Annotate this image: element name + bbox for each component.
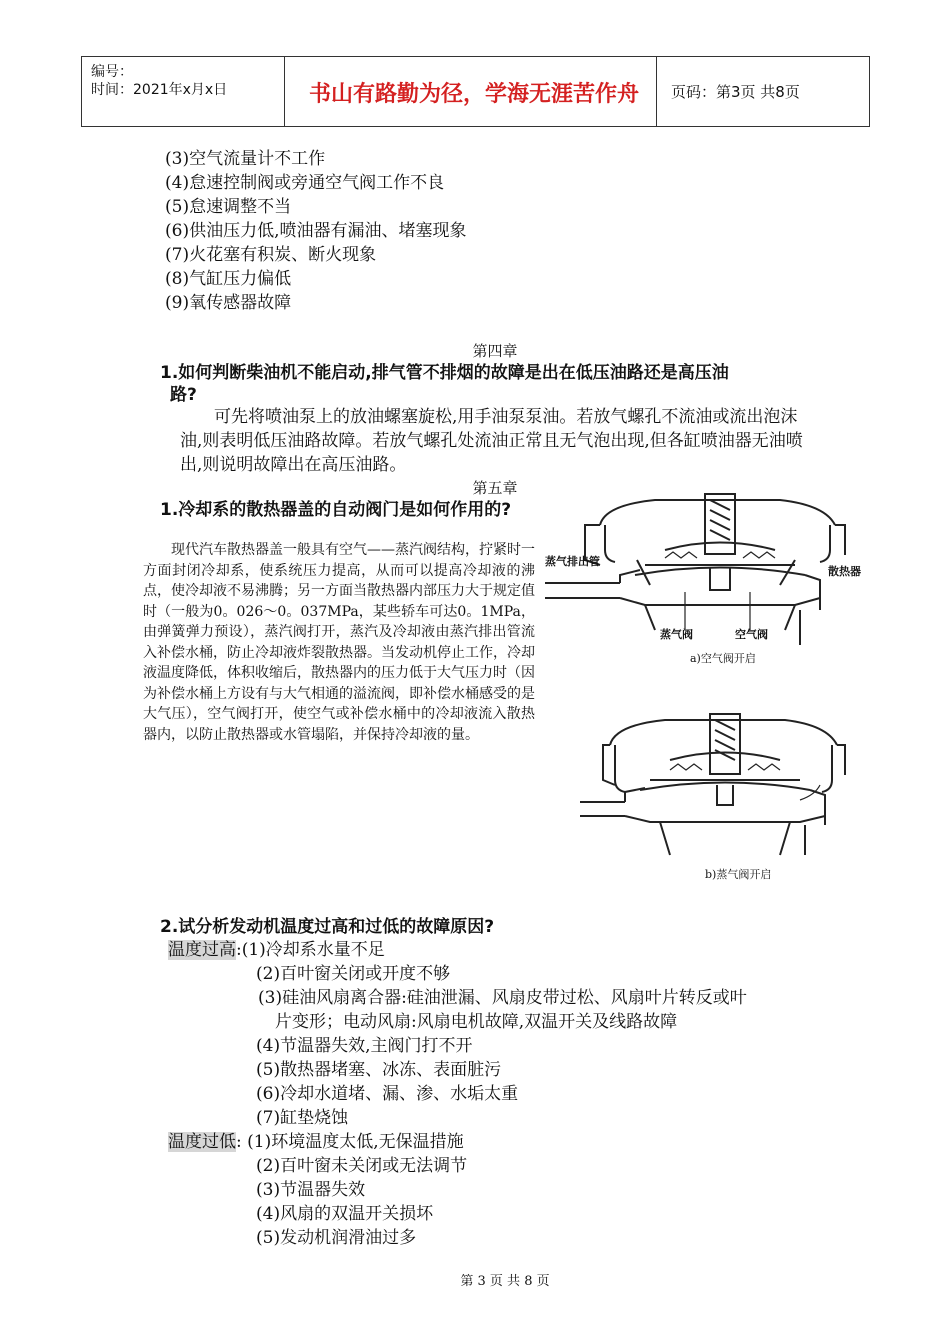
label-radiator: 散热器: [828, 565, 861, 578]
chapter-4-title: 第四章: [472, 342, 518, 360]
list-item: (2)百叶窗未关闭或无法调节: [256, 1156, 468, 1176]
list-item: (5)发动机润滑油过多: [256, 1228, 417, 1248]
list-item: (5)怠速调整不当: [165, 197, 292, 217]
label-steam-pipe: 蒸气排出管: [545, 555, 600, 568]
number-label: 编号：: [91, 64, 133, 80]
list-item: (3)硅油风扇离合器:硅油泄漏、风扇皮带过松、风扇叶片转反或叶: [258, 988, 747, 1008]
caption-a: a)空气阀开启: [690, 652, 756, 665]
chapter-5-question-2: 2.试分析发动机温度过高和过低的故障原因?: [160, 917, 495, 937]
list-item: (7)火花塞有积炭、断火现象: [165, 245, 377, 265]
list-item: (7)缸垫烧蚀: [256, 1108, 349, 1128]
list-item: (6)供油压力低,喷油器有漏油、堵塞现象: [165, 221, 467, 241]
list-item: (6)冷却水道堵、漏、渗、水垢太重: [256, 1084, 519, 1104]
radiator-cap-diagram: [545, 480, 865, 895]
radiator-cap-figure: [545, 480, 865, 895]
page-footer: 第 3 页 共 8 页: [460, 1274, 550, 1289]
list-item: (4)风扇的双温开关损坏: [256, 1204, 434, 1224]
chapter-4-question-1: 1.如何判断柴油机不能启动,排气管不排烟的故障是出在低压油路还是高压油: [160, 363, 729, 383]
chapter-5-title: 第五章: [472, 479, 518, 497]
chapter-4-question-1-cont: 路?: [170, 385, 197, 405]
header-motto: 书山有路勤为径，学海无涯苦作舟: [308, 82, 639, 107]
list-item: (3)节温器失效: [256, 1180, 366, 1200]
list-item: :(1)冷却系水量不足: [236, 940, 385, 960]
list-item: (8)气缸压力偏低: [165, 269, 292, 289]
high-temp-label: 温度过高: [168, 940, 236, 960]
label-air-valve: 空气阀: [735, 628, 768, 641]
low-temp-row: [168, 1131, 464, 1153]
header-page-number: 页码：第3页 共8页: [671, 83, 800, 101]
list-item: (4)怠速控制阀或旁通空气阀工作不良: [165, 173, 445, 193]
low-temp-label: 温度过低: [168, 1132, 236, 1152]
page-header: [81, 56, 870, 127]
chapter-5-question-1: 1.冷却系的散热器盖的自动阀门是如何作用的?: [160, 500, 512, 520]
list-item: (9)氧传感器故障: [165, 293, 292, 313]
time-label: 时间：2021年x月x日: [91, 82, 228, 98]
caption-b: b)蒸气阀开启: [705, 868, 772, 881]
list-item: : (1)环境温度太低,无保温措施: [236, 1132, 464, 1152]
label-steam-valve: 蒸气阀: [660, 628, 693, 641]
list-item: (4)节温器失效,主阀门打不开: [256, 1036, 473, 1056]
header-meta: [91, 63, 227, 99]
list-item: (3)空气流量计不工作: [165, 149, 326, 169]
chapter-4-answer: 可先将喷油泵上的放油螺塞旋松,用手油泵泵油。若放气螺孔不流油或流出泡沫油,则表明低压油路故障。若放气螺孔处流油正常且无气泡出现,但各缸喷油器无油喷出,则说明故障出在高压油路。: [180, 407, 803, 475]
high-temp-row: [168, 939, 385, 961]
list-item: 片变形；电动风扇:风扇电机故障,双温开关及线路故障: [275, 1012, 678, 1032]
list-item: (2)百叶窗关闭或开度不够: [256, 964, 451, 984]
chapter-5-answer: 现代汽车散热器盖一般具有空气——蒸汽阀结构，拧紧时一方面封闭冷却系，使系统压力提高，从而可以提高冷却液的沸点，使冷却液不易沸腾；另一方面当散热器内部压力大于规定值时（一般为0。026～0。037MPa，某些轿车可达0。1MPa，由弹簧弹力预设），蒸汽阀打开，蒸汽及冷却液由蒸汽排出管流入补偿水桶，防止冷却液炸裂散热器。当发动机停止工作，冷却液温度降低，体积收缩后，散热器内的压力低于大气压力时（因为补偿水桶上方设有与大气相通的溢流阀，即补偿水桶感受的是大气压），空气阀打开，使空气或补偿水桶中的冷却液流入散热器内，以防止散热器或水管塌陷，并保持冷却液的量。: [143, 542, 535, 743]
list-item: (5)散热器堵塞、冰冻、表面脏污: [256, 1060, 502, 1080]
